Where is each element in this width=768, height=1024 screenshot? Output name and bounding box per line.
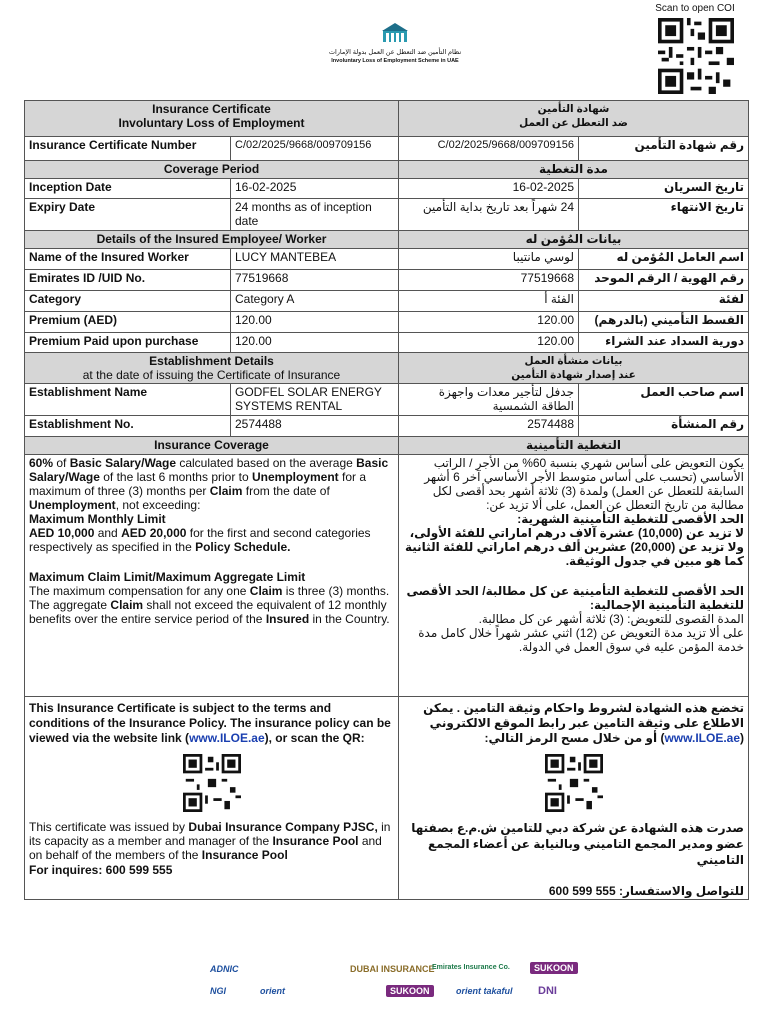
- premium-paid-value: 120.00: [231, 333, 399, 353]
- insured-name-value-ar: لوسي مانتيبا: [399, 249, 579, 270]
- premium-paid-value-ar: 120.00: [399, 333, 579, 353]
- qr-code-icon[interactable]: [657, 18, 735, 94]
- premium-paid-label: Premium Paid upon purchase: [25, 333, 231, 353]
- qr-code-icon[interactable]: [181, 754, 243, 812]
- scheme-logo-ar: نظام التأمين ضد التعطل عن العمل بدولة الإمارات: [328, 49, 462, 56]
- category-label: Category: [25, 291, 231, 312]
- insured-name-label: Name of the Insured Worker: [25, 249, 231, 270]
- emirates-id-value-ar: 77519668: [399, 270, 579, 291]
- inquiry-phone[interactable]: For inquires: 600 599 555: [29, 863, 173, 877]
- sponsor-logo: DNI: [538, 985, 557, 997]
- establishment-no-label-ar: رقم المنشأة: [579, 416, 749, 437]
- establishment-no-value-ar: 2574488: [399, 416, 579, 437]
- monthly-limit-text: AED 10,000 and AED 20,000 for the first and second categories respectively as specified in the Policy Schedule.: [29, 526, 371, 554]
- cert-number-label: Insurance Certificate Number: [25, 137, 231, 161]
- sponsor-logo: SUKOON: [530, 962, 578, 974]
- premium-paid-label-ar: دورية السداد عند الشراء: [579, 333, 749, 353]
- emirates-id-label: Emirates ID /UID No.: [25, 270, 231, 291]
- sponsor-logo: orient: [260, 986, 286, 996]
- expiry-label: Expiry Date: [25, 199, 231, 231]
- insured-header-ar: بيانات المُؤمن له: [399, 231, 749, 249]
- qr-code-icon[interactable]: [543, 754, 605, 812]
- emirates-id-label-ar: رقم الهوية / الرقم الموحد: [579, 270, 749, 291]
- sponsor-logo: NGI: [210, 986, 227, 996]
- establishment-header-ar: بيانات منشأة العمل عند إصدار شهادة التأمين: [399, 353, 749, 384]
- coverage-text-en: [25, 455, 399, 697]
- certificate-table: [24, 100, 749, 900]
- establishment-name-value-ar: جدفل لتأجير معدات واجهزة الطاقة الشمسية: [399, 384, 579, 416]
- aggregate-limit-text: The aggregate Claim shall not exceed the equivalent of 12 monthly benefits over the entire service period of the Insured in the Country.: [29, 598, 390, 626]
- monthly-limit-title: Maximum Monthly Limit: [29, 512, 166, 526]
- cert-number-value: C/02/2025/9668/009709156: [231, 137, 399, 161]
- inquiry-phone-ar[interactable]: للتواصل والاستفسار: 555 599 600: [548, 884, 745, 898]
- coverage-period-header-ar: مدة التغطية: [399, 161, 749, 179]
- issuer-text-ar: صدرت هذه الشهادة عن شركة دبي للتامين ش.م.ع بصفتها عضو ومدير المجمع التاميني وبالنيابة عن أعضاء المجمع التاميني: [411, 821, 745, 867]
- coverage-text-ar: يكون التعويض على أساس شهري بنسبة 60% من الأجر / الراتب الأساسي (تحسب على أساس متوسط الأجر الأساسي آخر 6 أشهر السابقة للتعطل عن العمل) ولمدة (3) ثلاثة أشهر بحد أقصى لكل مطالبة من تاريخ التعطل عن العمل، على ألا تزيد عن: الحد الأقصى للتغطية التأمينية الشهرية: لا تزيد عن (10,000) عشرة آلاف درهم اماراتي للفئة الأولى، ولا تزيد عن (20,000) عشرين ألف درهم اماراتي للفئة الثانية كما هو مبين في جدول الوثيقة. الحد الأقصى للتغطية التأمينية عن كل مطالبة/ الحد الأقصى للتغطية التأمينية الإجمالية: المدة القصوى للتعويض: (3) ثلاثة أشهر عن كل مطالبة. على ألا تزيد مدة التعويض عن (12) اثني عشر شهراً خلال كامل مدة خدمة المؤمن عليه في سوق العمل في الدولة.: [399, 455, 749, 697]
- insured-name-value: LUCY MANTEBEA: [231, 249, 399, 270]
- establishment-no-label: Establishment No.: [25, 416, 231, 437]
- scan-label: Scan to open COI: [655, 3, 735, 14]
- premium-label-ar: القسط التأميني (بالدرهم): [579, 312, 749, 333]
- cert-number-value-ar: C/02/2025/9668/009709156: [399, 137, 579, 161]
- sponsor-logo: orient takaful: [456, 986, 513, 996]
- terms-text: This Insurance Certificate is subject to the terms and conditions of the Insurance Policy. The insurance policy can be viewed via the website link (www.ILOE.ae), or scan the QR:: [29, 701, 391, 745]
- expiry-value: 24 months as of inception date: [231, 199, 399, 231]
- title-ar: شهادة التأمين ضد التعطل عن العمل: [399, 101, 749, 137]
- cert-number-label-ar: رقم شهادة التأمين: [579, 137, 749, 161]
- inception-value-ar: 16-02-2025: [399, 179, 579, 199]
- terms-text-ar: تخضع هذه الشهادة لشروط واحكام وثيقة التامين . يمكن الاطلاع على وثيقة التامين عبر رابط الموقع الالكتروني (www.ILOE.ae) أو من خلال مسح الرمز التالي:: [423, 701, 745, 745]
- coverage-header-ar: التغطية التأمينية: [399, 437, 749, 455]
- insured-header: Details of the Insured Employee/ Worker: [25, 231, 399, 249]
- terms-and-issuer-ar: [399, 697, 749, 900]
- sponsor-logo: Emirates Insurance Co.: [432, 964, 510, 971]
- coverage-paragraph: 60% of Basic Salary/Wage calculated based on the average Basic Salary/Wage of the last 6 months prior to Unemployment for a maximum of three (3) months per Claim from the date of Unemployment, not exceeding:: [29, 456, 389, 512]
- inception-label: Inception Date: [25, 179, 231, 199]
- iloe-link-ar[interactable]: www.ILOE.ae: [664, 731, 741, 745]
- establishment-no-value: 2574488: [231, 416, 399, 437]
- scheme-logo-icon: [380, 22, 410, 44]
- sponsor-logo: ADNIC: [210, 964, 239, 974]
- coverage-header: Insurance Coverage: [25, 437, 399, 455]
- premium-value: 120.00: [231, 312, 399, 333]
- claim-limit-text: The maximum compensation for any one Claim is three (3) months.: [29, 584, 390, 598]
- iloe-link[interactable]: www.ILOE.ae: [189, 731, 265, 745]
- title-en: Insurance Certificate Involuntary Loss of Employment: [25, 101, 399, 137]
- establishment-name-value: GODFEL SOLAR ENERGY SYSTEMS RENTAL: [231, 384, 399, 416]
- inception-value: 16-02-2025: [231, 179, 399, 199]
- establishment-header: Establishment Details at the date of issuing the Certificate of Insurance: [25, 353, 399, 384]
- inception-label-ar: تاريخ السريان: [579, 179, 749, 199]
- establishment-name-label-ar: اسم صاحب العمل: [579, 384, 749, 416]
- category-value-ar: الفئة أ: [399, 291, 579, 312]
- category-value: Category A: [231, 291, 399, 312]
- sponsor-logo: DUBAI INSURANCE: [350, 964, 435, 974]
- terms-and-issuer-en: [25, 697, 399, 900]
- category-label-ar: لفئة: [579, 291, 749, 312]
- expiry-value-ar: 24 شهراً بعد تاريخ بداية التأمين: [399, 199, 579, 231]
- issuer-text: This certificate was issued by Dubai Insurance Company PJSC, in its capacity as a member and manager of the Insurance Pool and on behalf of the members of the Insurance Pool: [29, 820, 391, 862]
- establishment-name-label: Establishment Name: [25, 384, 231, 416]
- scheme-logo: [320, 22, 470, 65]
- sponsor-logo: SUKOON: [386, 985, 434, 997]
- expiry-label-ar: تاريخ الانتهاء: [579, 199, 749, 231]
- coverage-period-header: Coverage Period: [25, 161, 399, 179]
- sponsor-logos: [200, 950, 590, 1020]
- claim-limit-title: Maximum Claim Limit/Maximum Aggregate Limit: [29, 570, 306, 584]
- insured-name-label-ar: اسم العامل المُؤمن له: [579, 249, 749, 270]
- premium-value-ar: 120.00: [399, 312, 579, 333]
- premium-label: Premium (AED): [25, 312, 231, 333]
- emirates-id-value: 77519668: [231, 270, 399, 291]
- scheme-logo-en: Involuntary Loss of Employment Scheme in UAE: [331, 58, 459, 64]
